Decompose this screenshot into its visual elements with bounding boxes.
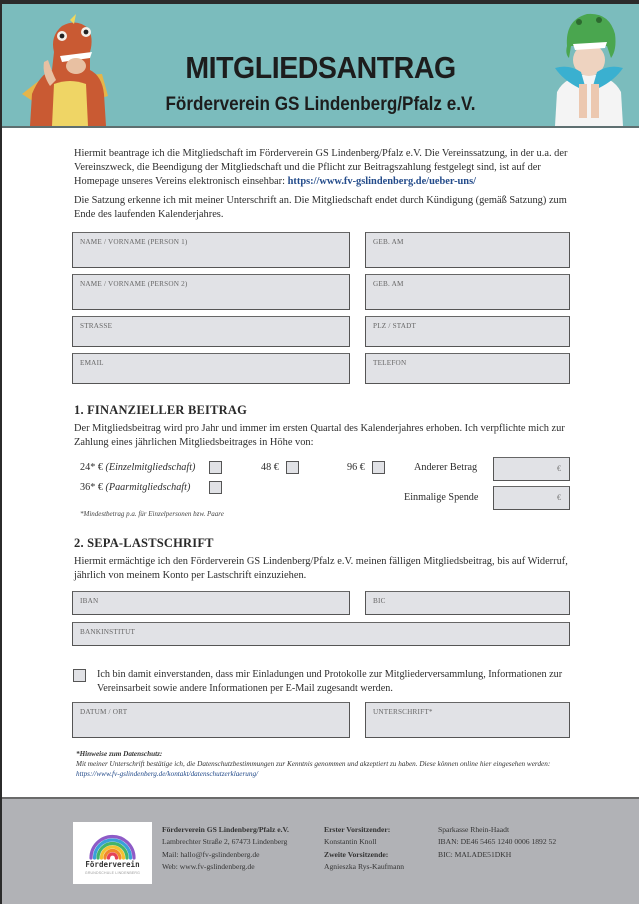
email-consent-text: Ich bin damit einverstanden, dass mir Einladungen und Protokolle zur Mitgliederversammlung, Informationen zur Vereinsarbeit sowie andere Informationen per E-Mail zugesandt werden.: [97, 669, 563, 694]
form-title: MITGLIEDSANTRAG: [185, 50, 456, 85]
street-field[interactable]: STRASSE: [72, 316, 350, 347]
section2-heading: 2. SEPA-LASTSCHRIFT: [74, 536, 214, 550]
other-amount-label: Anderer Betrag: [414, 462, 478, 473]
iban-field[interactable]: IBAN: [72, 591, 350, 615]
rainbow-icon: [73, 824, 152, 864]
section1-text: Der Mitgliedsbeitrag wird pro Jahr und immer im ersten Quartal des Kalenderjahres erhoben. Ich verpflichte mich zur Zahlung eines jährlichen Mitgliedsbeitrages in Höhe von:: [74, 423, 565, 448]
intro-paragraph-2: Die Satzung erkenne ich mit meiner Unterschrift an. Die Mitgliedschaft endet durch Kündigung (gemäß Satzung) zum Ende des laufenden Kalenderjahres.: [74, 195, 567, 220]
checkbox-36-paar[interactable]: [209, 481, 222, 494]
phone-field[interactable]: TELEFON: [365, 353, 570, 384]
footer-mail[interactable]: Mail: hallo@fv-gslindenberg.de: [162, 849, 260, 859]
privacy-heading: *Hinweise zum Datenschutz:: [76, 750, 163, 758]
privacy-text: Mit meiner Unterschrift bestätige ich, die Datenschutzbestimmungen zur Kenntnis genommen und akzeptiert zu haben. Diese können online hier eingesehen werden: https://www.fv-gslindenberg.de/kontakt/datenschutzerklaerung/: [76, 760, 551, 778]
org-subtitle: Förderverein GS Lindenberg/Pfalz e.V.: [165, 94, 476, 115]
privacy-notice: [76, 749, 576, 779]
privacy-link[interactable]: https://www.fv-gslindenberg.de/kontakt/datenschutzerklaerung/: [76, 770, 259, 778]
minimum-amount-note: *Mindestbetrag p.a. für Einzelpersonen bzw. Paare: [80, 510, 224, 518]
footer-contact-column: Förderverein GS Lindenberg/Pfalz e.V. Lambrechter Straße 2, 67473 Lindenberg Mail: hallo@fv-gslindenberg.de Web: www.fv-gslindenberg.de: [162, 824, 289, 873]
header-banner: [2, 4, 639, 128]
foerderverein-logo: Förderverein GRUNDSCHULE LINDENBERG: [73, 822, 152, 884]
statute-link[interactable]: https://www.fv-gslindenberg.de/ueber-uns/: [287, 176, 477, 187]
birthdate-person1-field[interactable]: GEB. AM: [365, 232, 570, 268]
footer-board-column: Erster Vorsitzender: Konstantin Knoll Zweite Vorsitzende: Agnieszka Rys-Kaufmann: [324, 825, 405, 871]
crocodile-costume-kid-image: [549, 6, 629, 126]
donation-label: Einmalige Spende: [404, 492, 479, 503]
other-amount-field[interactable]: €: [493, 457, 570, 481]
footer-bank-column: Sparkasse Rhein-Haadt IBAN: DE46 5465 1240 0006 1892 52 BIC: MALADE51DKH: [438, 825, 557, 859]
email-field[interactable]: EMAIL: [72, 353, 350, 384]
bic-field[interactable]: BIC: [365, 591, 570, 615]
checkbox-48[interactable]: [286, 461, 299, 474]
footer-web[interactable]: Web: www.fv-gslindenberg.de: [162, 861, 255, 871]
birthdate-person2-field[interactable]: GEB. AM: [365, 274, 570, 310]
date-place-field[interactable]: DATUM / ORT: [72, 702, 350, 738]
intro-paragraph-1: Hiermit beantrage ich die Mitgliedschaft im Förderverein GS Lindenberg/Pfalz e.V. Die Vereinssatzung, in der u.a. der Vereinszweck, die Beendigung der Mitgliedschaft und die Pflicht zur Beitragszahlung festgelegt sind, ist auf der Homepage unseres Vereins elektronisch einsehbar: https://www.fv-gslindenberg.de/ueber-uns/: [74, 148, 568, 187]
option-einzel-label: 24* € (Einzelmitgliedschaft): [80, 462, 196, 473]
intro-text: [74, 147, 574, 227]
option-96-label: 96 €: [347, 462, 365, 473]
option-48-label: 48 €: [261, 462, 279, 473]
checkbox-24-einzel[interactable]: [209, 461, 222, 474]
bank-institute-field[interactable]: BANKINSTITUT: [72, 622, 570, 646]
name-person2-field[interactable]: NAME / VORNAME (PERSON 2): [72, 274, 350, 310]
membership-form-page: [2, 4, 639, 904]
section1-heading: 1. FINANZIELLER BEITRAG: [74, 403, 248, 417]
zip-city-field[interactable]: PLZ / STADT: [365, 316, 570, 347]
email-consent-checkbox[interactable]: [73, 669, 86, 682]
option-paar-label: 36* € (Paarmitgliedschaft): [80, 482, 191, 493]
donation-amount-field[interactable]: €: [493, 486, 570, 510]
signature-field[interactable]: UNTERSCHRIFT*: [365, 702, 570, 738]
name-person1-field[interactable]: NAME / VORNAME (PERSON 1): [72, 232, 350, 268]
section2-text: Hiermit ermächtige ich den Förderverein GS Lindenberg/Pfalz e.V. meinen fälligen Mitgliedsbeitrag, bis auf Widerruf, jährlich von meinem Konto per Lastschrift einzuziehen.: [74, 556, 568, 581]
checkbox-96[interactable]: [372, 461, 385, 474]
footer: [2, 797, 639, 904]
